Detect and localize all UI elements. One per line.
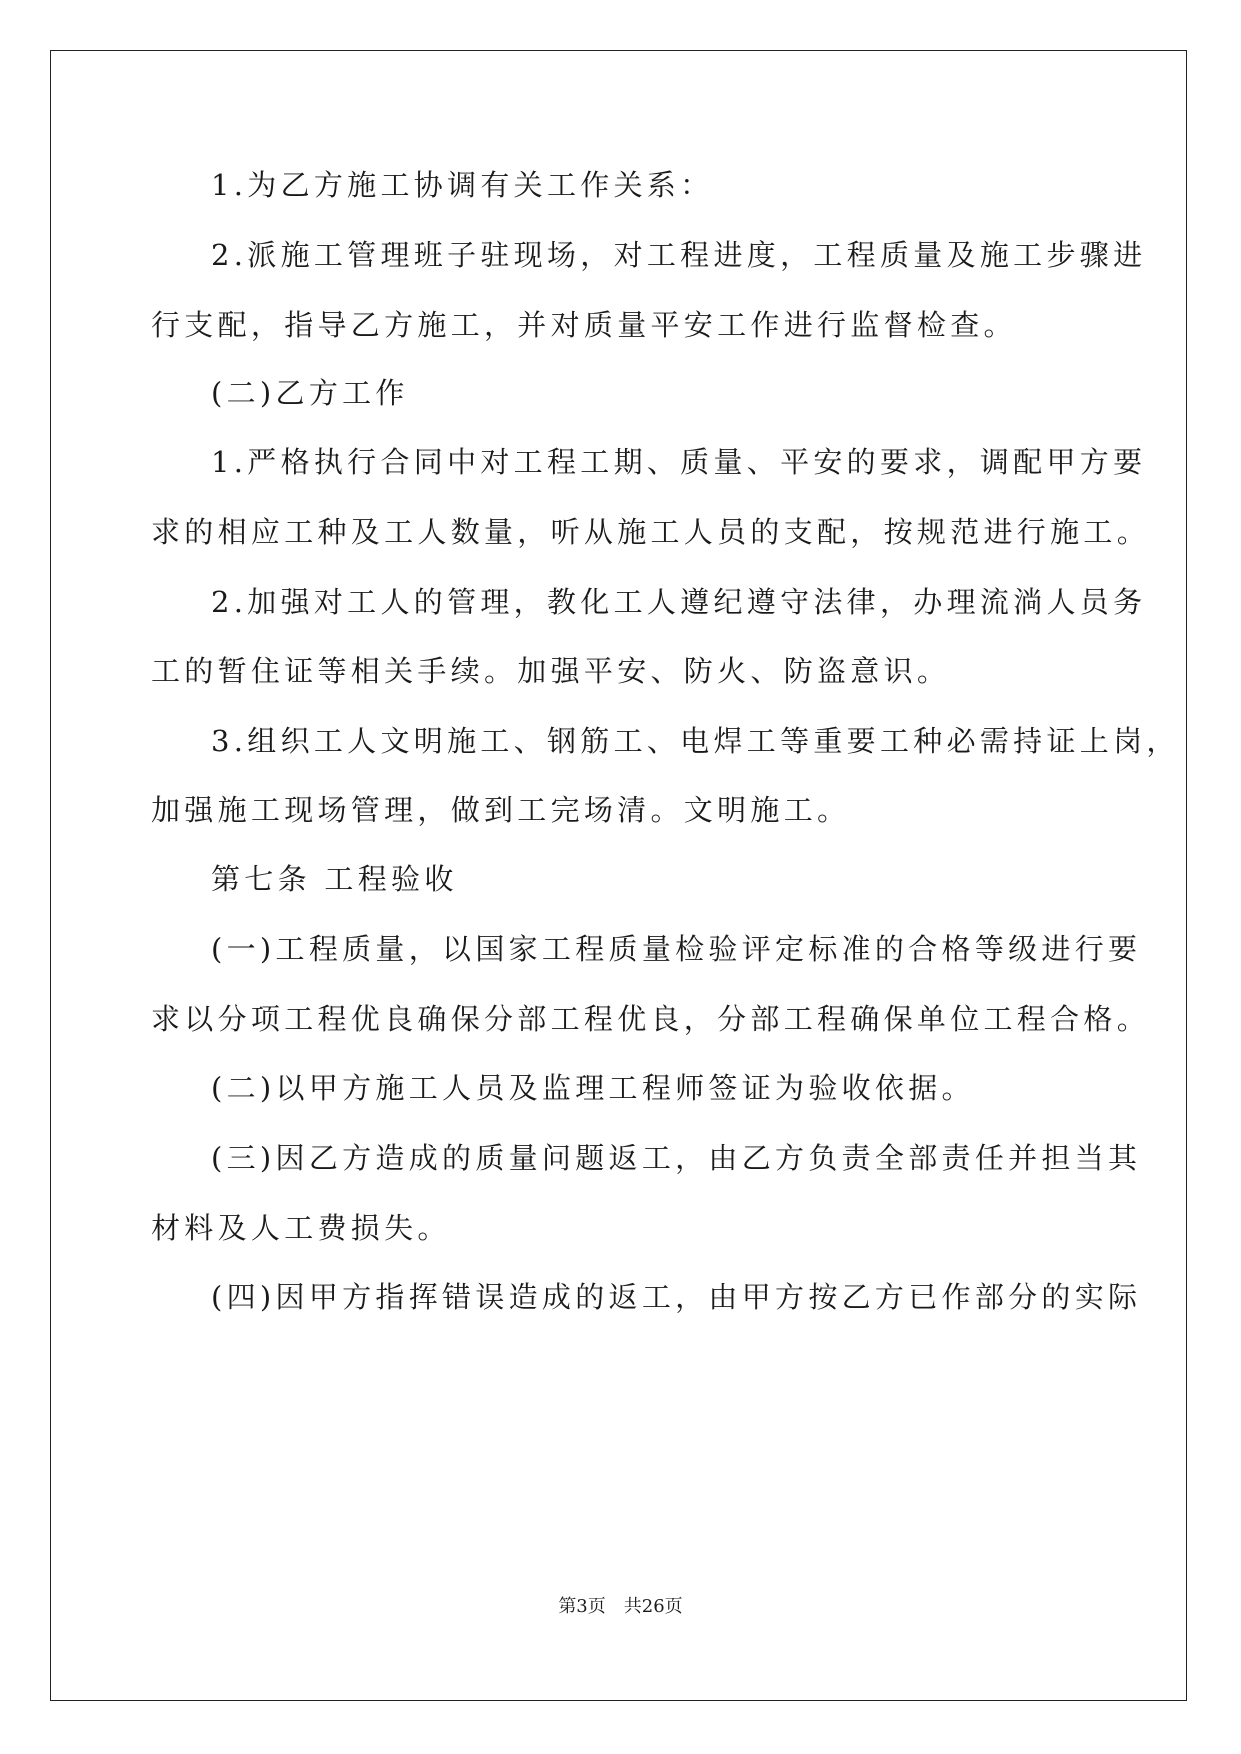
paragraph-line: (一)工程质量，以国家工程质量检验评定标准的合格等级进行要 [211,932,1142,966]
section-heading: (二)乙方工作 [211,376,409,410]
paragraph-line: 材料及人工费损失。 [151,1211,451,1245]
paragraph-line: 行支配，指导乙方施工，并对质量平安工作进行监督检查。 [151,308,1017,342]
current-page-label: 第3页 [558,1596,606,1617]
paragraph-line: 2.派施工管理班子驻现场，对工程进度，工程质量及施工步骤进 [211,238,1147,272]
paragraph-line: 1.为乙方施工协调有关工作关系： [211,168,714,202]
article-heading: 第七条 工程验收 [211,862,458,896]
paragraph-line: 工的暂住证等相关手续。加强平安、防火、防盗意识。 [151,654,951,688]
paragraph-line: 求以分项工程优良确保分部工程优良，分部工程确保单位工程合格。 [151,1002,1151,1036]
paragraph-line: 求的相应工种及工人数量，听从施工人员的支配，按规范进行施工。 [151,515,1151,549]
paragraph-line: (四)因甲方指挥错误造成的返工，由甲方按乙方已作部分的实际 [211,1280,1142,1314]
total-pages-label: 共26页 [623,1596,683,1617]
paragraph-line: 加强施工现场管理，做到工完场清。文明施工。 [151,793,851,827]
paragraph-line: 3.组织工人文明施工、钢筋工、电焊工等重要工种必需持证上岗， [211,724,1180,758]
paragraph-line: 2.加强对工人的管理，教化工人遵纪遵守法律，办理流淌人员务 [211,585,1147,619]
paragraph-line: (三)因乙方造成的质量问题返工，由乙方负责全部责任并担当其 [211,1141,1142,1175]
paragraph-line: 1.严格执行合同中对工程工期、质量、平安的要求，调配甲方要 [211,445,1147,479]
paragraph-line: (二)以甲方施工人员及监理工程师签证为验收依据。 [211,1071,975,1105]
page-footer [0,1595,1241,1619]
